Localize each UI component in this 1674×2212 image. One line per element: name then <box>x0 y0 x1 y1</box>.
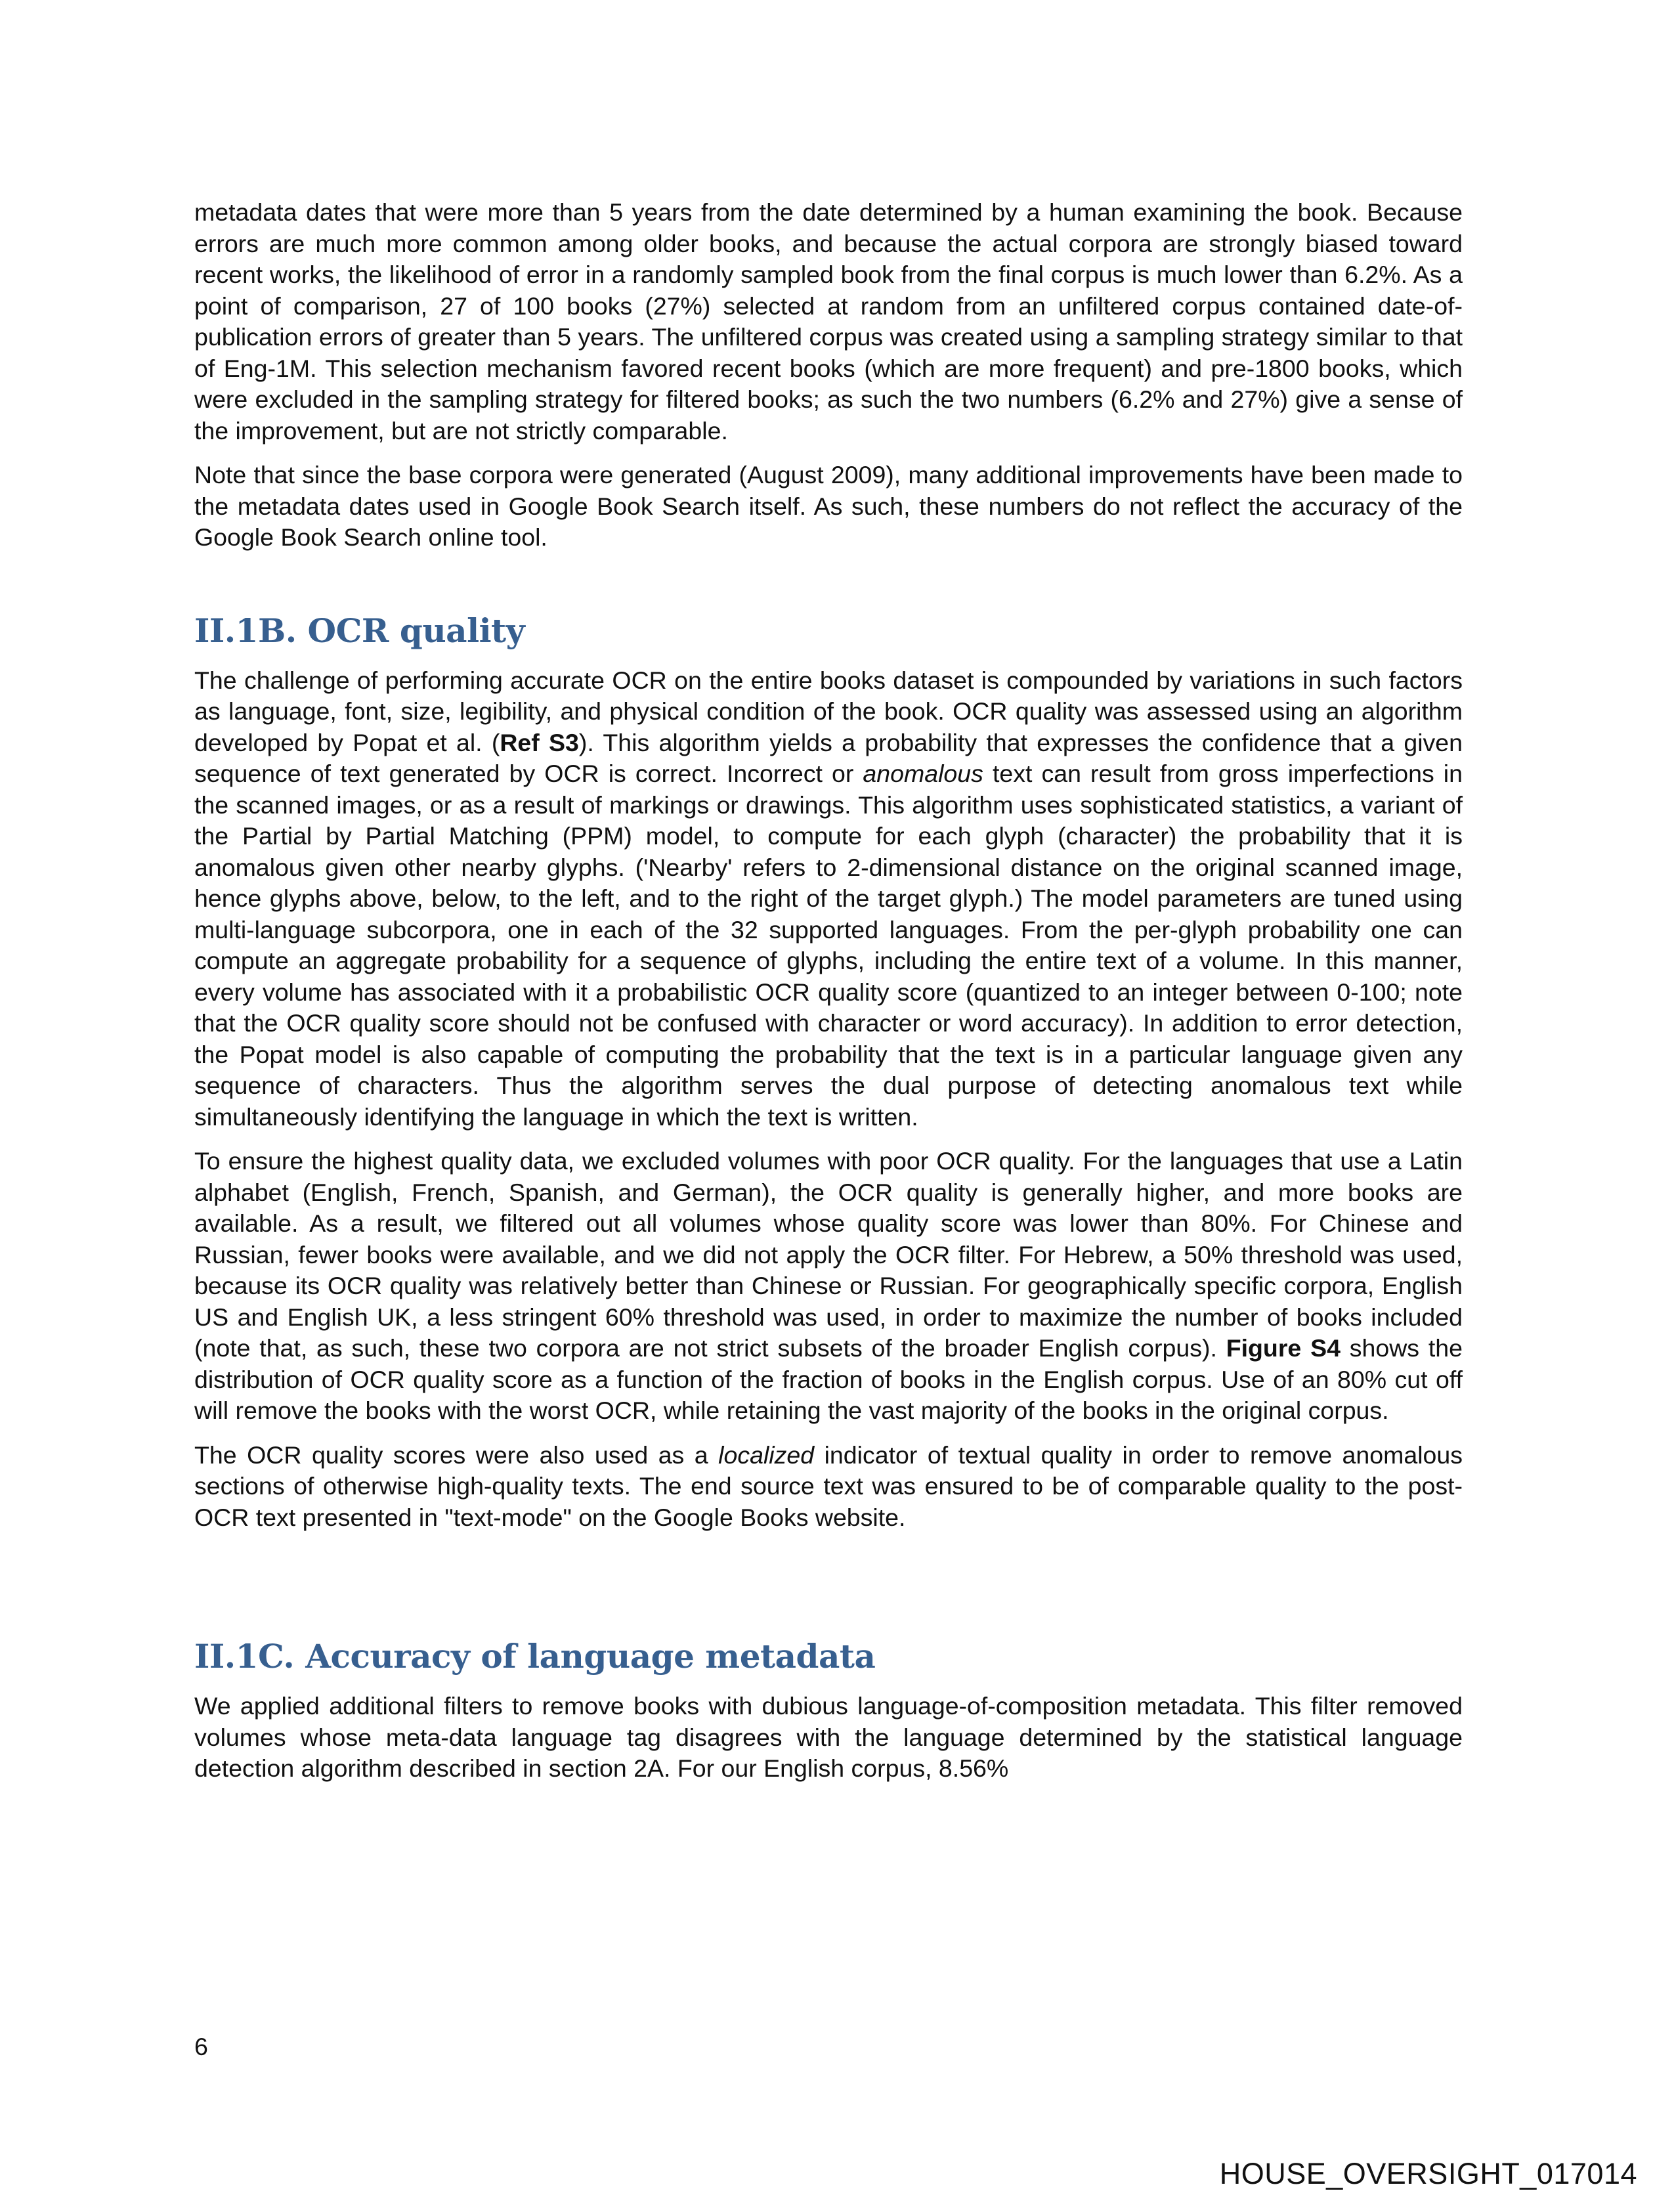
ocr-paragraph-1 <box>194 665 1463 1133</box>
ref-s3-citation: Ref S3 <box>500 728 579 756</box>
lang-paragraph-1: We applied additional filters to remove books with dubious language-of-composition metadata. This filter removed volumes whose meta-data language tag disagrees with the language determined by the statistical language detection algorithm described in section 2A. For our English corpus, 8.56% <box>194 1692 1463 1782</box>
page-body <box>194 197 1463 1798</box>
ocr-paragraph-3 <box>194 1440 1463 1534</box>
bates-stamp: HOUSE_OVERSIGHT_017014 <box>1219 2157 1637 2190</box>
intro-paragraph-1: metadata dates that were more than 5 years from the date determined by a human examining the book. Because errors are much more common among older books, and because the actual corpora are strongly biased toward recent works, the likelihood of error in a randomly sampled book from the final corpus is much lower than 6.2%. As a point of comparison, 27 of 100 books (27%) selected at random from an unfiltered corpus contained date-of-publication errors of greater than 5 years. The unfiltered corpus was created using a sampling strategy similar to that of Eng-1M. This selection mechanism favored recent books (which are more frequent) and pre-1800 books, which were excluded in the sampling strategy for filtered books; as such the two numbers (6.2% and 27%) give a sense of the improvement, but are not strictly comparable. <box>194 198 1463 445</box>
intro-paragraph-2: Note that since the base corpora were generated (August 2009), many additional improvements have been made to the metadata dates used in Google Book Search itself. As such, these numbers do not reflect the accuracy of the Google Book Search online tool. <box>194 461 1463 551</box>
localized-emphasis: localized <box>718 1441 815 1469</box>
figure-s4-reference: Figure S4 <box>1226 1334 1341 1362</box>
section-heading-language-metadata: II.1C. Accuracy of language metadata <box>194 1637 876 1676</box>
ocr-p1-text-c: text can result from gross imperfections in the scanned images, or as a result of markings or drawings. This algorithm uses sophisticated statistics, a variant of the Partial by Partial Matching (PPM) model, to compute for each glyph (character) the probability that it is anomalous given other nearby glyphs. ('Nearby' refers to 2-dimensional distance on the original scanned image, hence glyphs above, below, to the left, and to the right of the target glyph.) The model parameters are tuned using multi-language subcorpora, one in each of the 32 supported languages. From the per-glyph probability one can compute an aggregate probability for a sequence of glyphs, including the entire text of a volume. In this manner, every volume has associated with it a probabilistic OCR quality score (quantized to an integer between 0-100; note that the OCR quality score should not be confused with character or word accuracy). In addition to error detection, the Popat model is also capable of computing the probability that the text is in a particular language given any sequence of characters. Thus the algorithm serves the dual purpose of detecting anomalous text while simultaneously identifying the language in which the text is written. <box>194 760 1463 1131</box>
ocr-p3-text-a: The OCR quality scores were also used as a <box>194 1441 719 1469</box>
ocr-paragraph-2 <box>194 1146 1463 1427</box>
anomalous-emphasis: anomalous <box>863 760 983 787</box>
ocr-p2-text-a: To ensure the highest quality data, we excluded volumes with poor OCR quality. For the languages that use a Latin alphabet (English, French, Spanish, and German), the OCR quality is generally higher, and more books are available. As a result, we filtered out all volumes whose quality score was lower than 80%. For Chinese and Russian, fewer books were available, and we did not apply the OCR filter. For Hebrew, a 50% threshold was used, because its OCR quality was relatively better than Chinese or Russian. For geographically specific corpora, English US and English UK, a less stringent 60% threshold was used, in order to maximize the number of books included (note that, as such, these two corpora are not strict subsets of the broader English corpus). <box>194 1147 1463 1362</box>
ocr-p2-text-b: shows the distribution of OCR quality score as a function of the fraction of books in the English corpus. Use of an 80% cut off will remove the books with the worst OCR, while retaining the vast majority of the books in the original corpus. <box>194 1334 1463 1424</box>
ocr-p1-text-b: ). This algorithm yields a probability that expresses the confidence that a given sequence of text generated by OCR is correct. Incorrect or <box>194 728 1463 787</box>
ocr-p3-text-b: indicator of textual quality in order to remove anomalous sections of otherwise high-quality texts. The end source text was ensured to be of comparable quality to the post-OCR text presented in "text-mode" on the Google Books website. <box>194 1441 1463 1531</box>
page-number: 6 <box>194 2033 208 2060</box>
section-heading-ocr-quality: II.1B. OCR quality <box>194 611 525 650</box>
ocr-p1-text-a: The challenge of performing accurate OCR on the entire books dataset is compounded by variations in such factors as language, font, size, legibility, and physical condition of the book. OCR quality was assessed using an algorithm developed by Popat et al. ( <box>194 666 1463 756</box>
